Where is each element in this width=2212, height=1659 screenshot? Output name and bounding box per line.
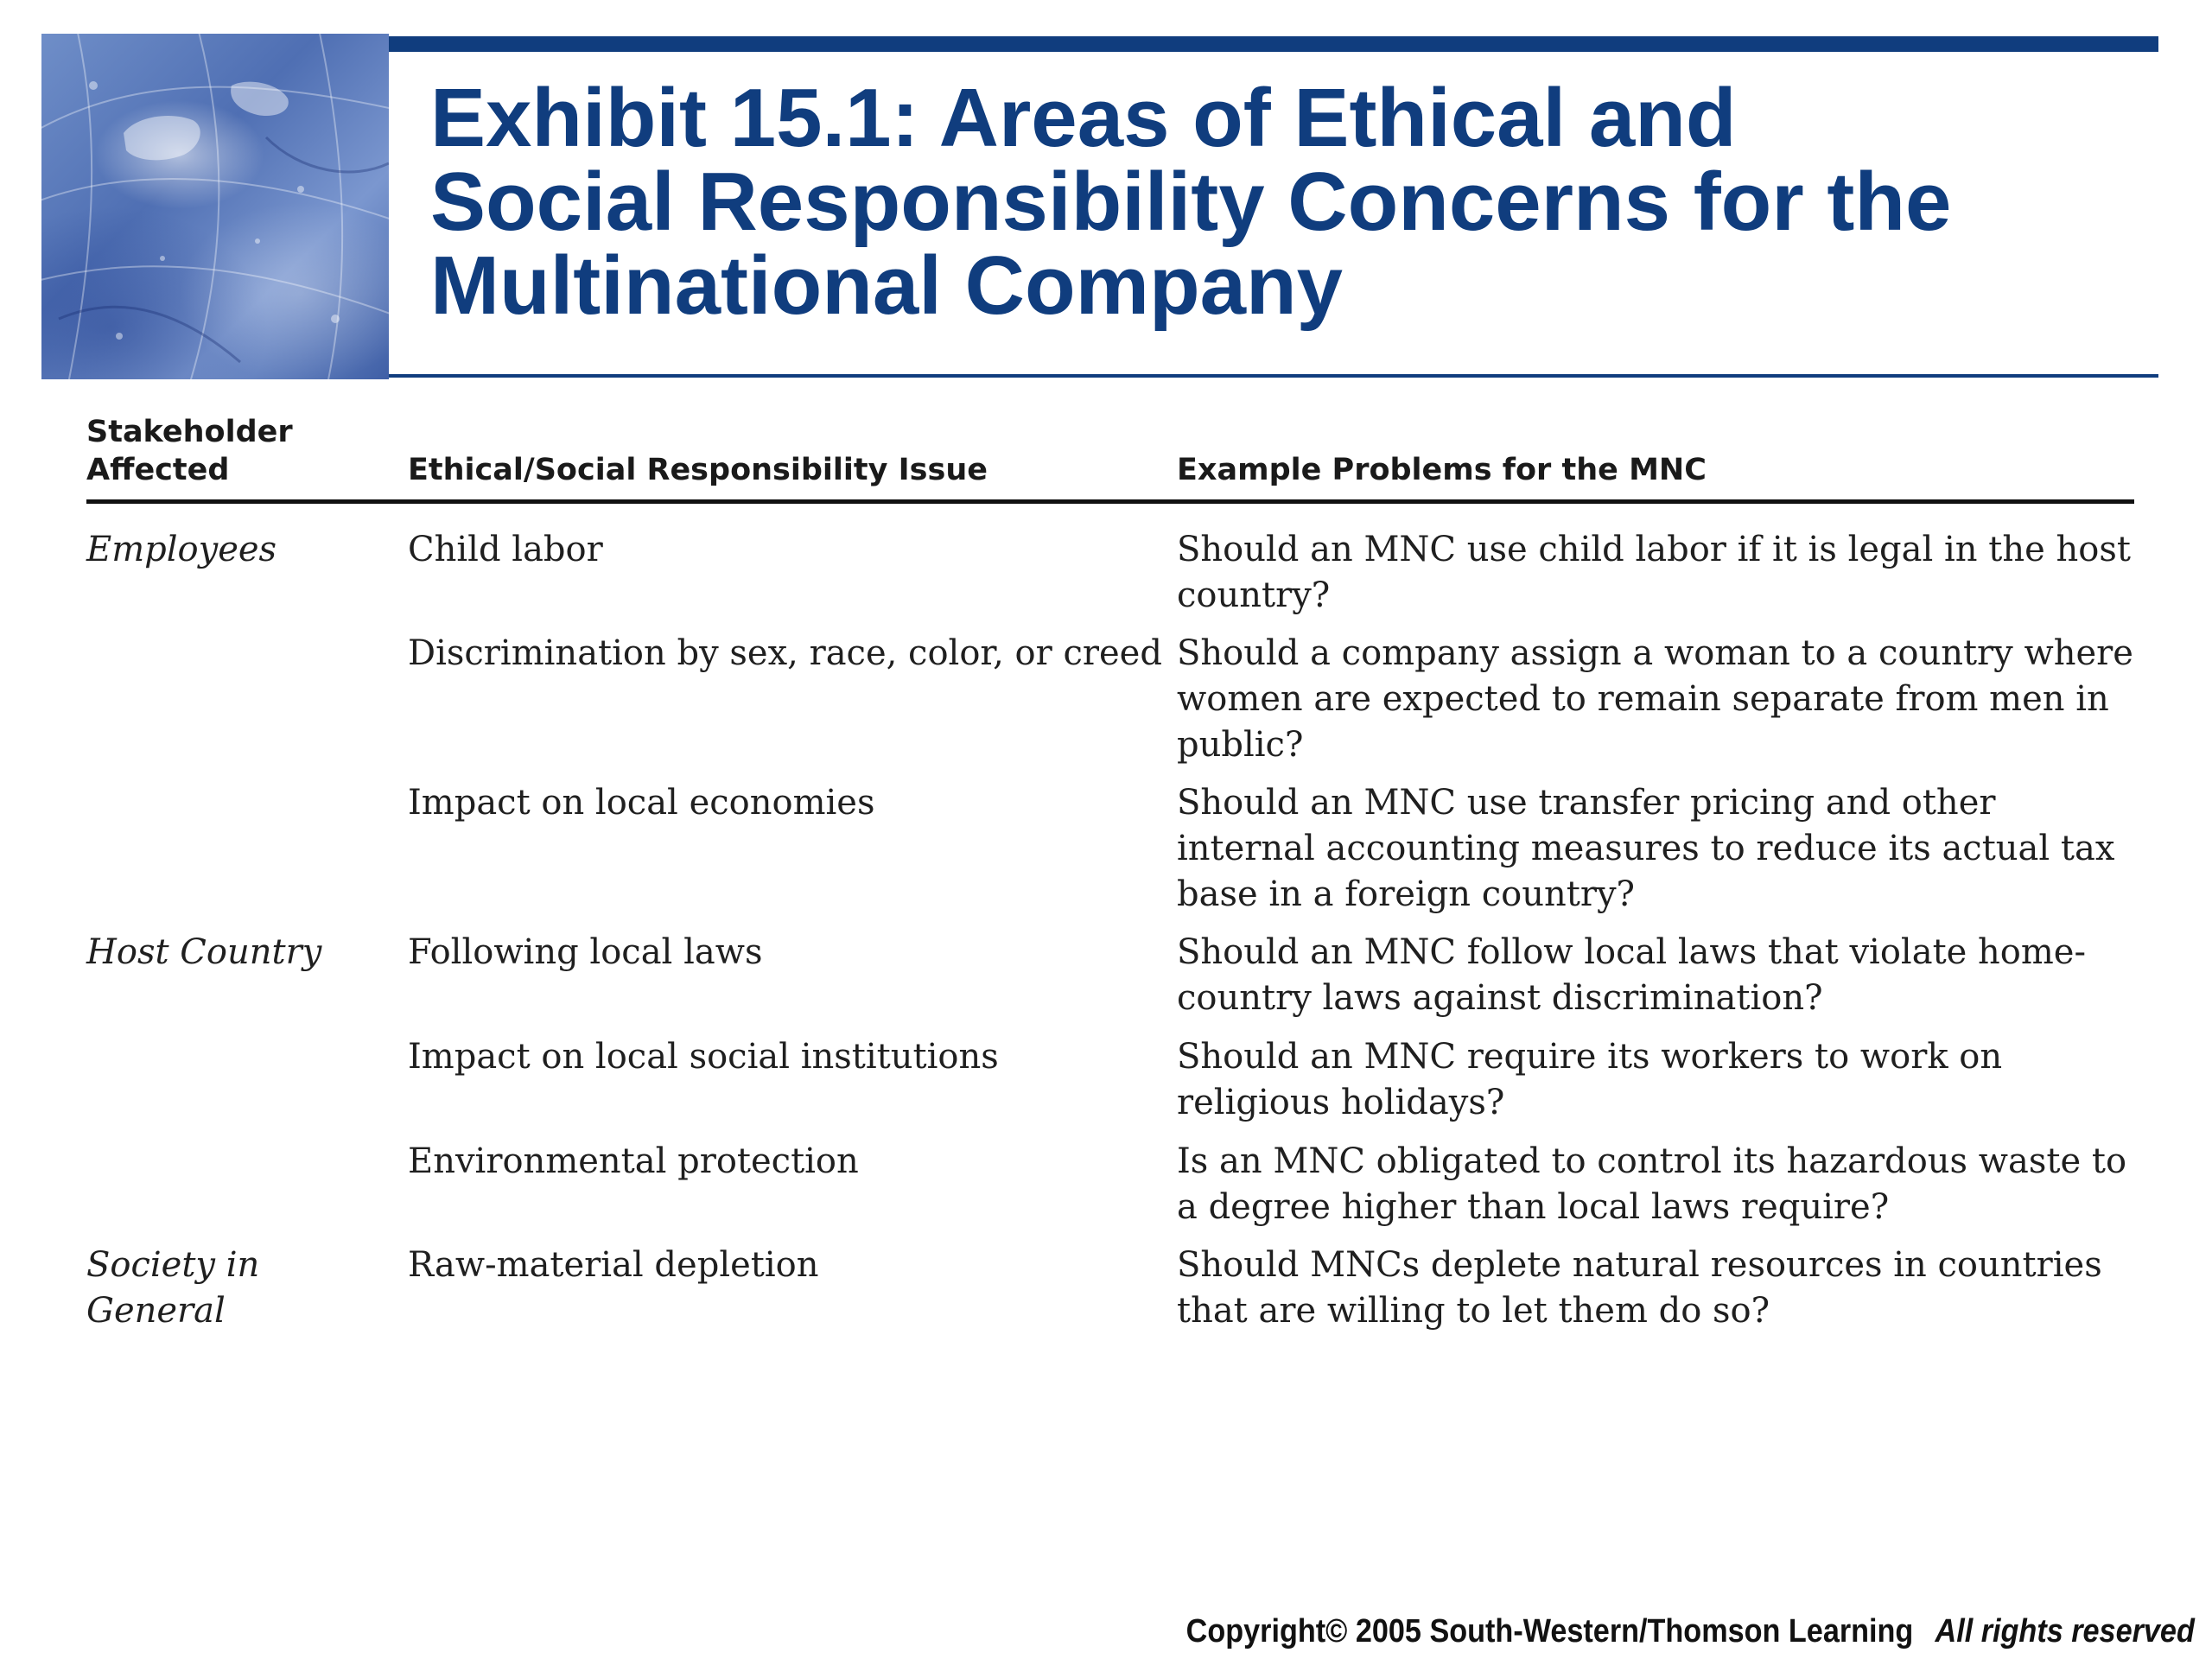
header-issue: Ethical/Social Responsibility Issue [408,453,988,487]
example-cell: Should MNCs deplete natural resources in countries that are willing to let them do so? [1177,1245,2102,1331]
stakeholder-cell: Employees [86,530,277,569]
issue-cell: Following local laws [408,932,763,972]
header-bottom-rule [389,374,2158,378]
header-stakeholder: Stakeholder Affected [86,415,293,487]
example-cell: Is an MNC obligated to control its hazardous waste to a degree higher than local laws require? [1177,1141,2127,1227]
example-cell: Should an MNC use child labor if it is legal in the host country? [1177,530,2131,615]
header-top-bar [389,36,2158,52]
example-cell: Should an MNC use transfer pricing and other internal accounting measures to reduce its actual tax base in a foreign country? [1177,783,2115,914]
stakeholder-cell: Society in General [86,1245,260,1331]
issue-cell: Impact on local economies [408,783,875,823]
copyright-notice [1186,1612,2195,1650]
issue-cell: Child labor [408,530,603,569]
issue-cell: Environmental protection [408,1141,859,1181]
example-cell: Should an MNC follow local laws that violate home-country laws against discrimination? [1177,932,2086,1018]
issue-cell: Raw-material depletion [408,1245,819,1285]
copyright-text: Copyright© 2005 South-Western/Thomson Learning [1185,1613,1914,1649]
table-header [86,406,2134,504]
exhibit-table [86,406,2134,1331]
header-example: Example Problems for the MNC [1177,453,1707,487]
rights-text: All rights reserved [1935,1613,2195,1649]
stakeholder-cell: Host Country [86,932,322,972]
header-globe-image [41,34,389,379]
issue-cell: Impact on local social institutions [408,1037,999,1077]
example-cell: Should a company assign a woman to a country where women are expected to remain separate from men in public? [1177,633,2133,765]
globe-texture-graphic [41,34,389,379]
slide-title: Exhibit 15.1: Areas of Ethical and Social Responsibility Concerns for the Multinational Company [430,72,1952,332]
example-cell: Should an MNC require its workers to work on religious holidays? [1177,1037,2003,1122]
issue-cell: Discrimination by sex, race, color, or creed [408,633,1162,673]
